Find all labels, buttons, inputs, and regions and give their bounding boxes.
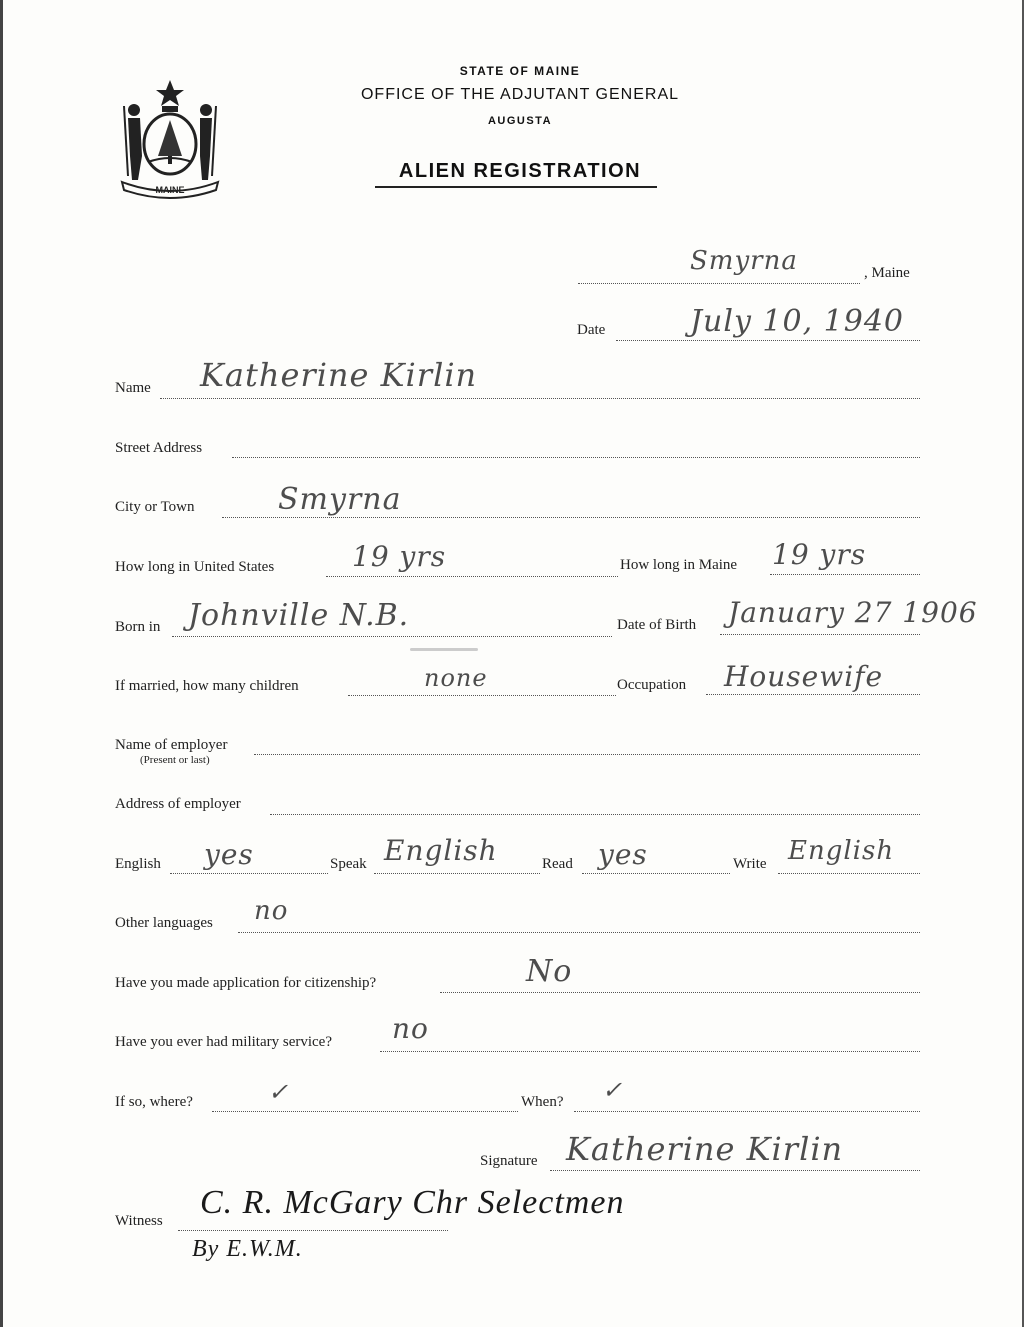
city-town-label: City or Town bbox=[115, 499, 195, 515]
name-value: Katherine Kirlin bbox=[200, 356, 478, 394]
employer-address-label: Address of employer bbox=[115, 796, 241, 812]
header-state: STATE OF MAINE bbox=[459, 64, 581, 78]
military-label: Have you ever had military service? bbox=[115, 1034, 332, 1050]
witness-by-value: By E.W.M. bbox=[192, 1236, 303, 1262]
date-of-birth-line bbox=[720, 634, 920, 635]
employer-name-line bbox=[254, 754, 920, 755]
citizenship-value: No bbox=[526, 954, 573, 989]
occupation-label: Occupation bbox=[617, 677, 687, 693]
read-label: Read bbox=[542, 856, 573, 872]
maine-label: , Maine bbox=[864, 265, 910, 281]
witness-line bbox=[178, 1230, 448, 1231]
military-value: no bbox=[392, 1012, 429, 1045]
employer-address-line bbox=[270, 814, 920, 815]
form-title: ALIEN REGISTRATION bbox=[398, 160, 642, 182]
how-long-maine-label: How long in Maine bbox=[620, 557, 738, 573]
city-town-value: Smyrna bbox=[278, 482, 402, 517]
english-value: yes bbox=[204, 838, 254, 871]
witness-value: C. R. McGary Chr Selectmen bbox=[200, 1184, 625, 1221]
other-languages-label: Other languages bbox=[115, 915, 213, 931]
maine-seal-icon bbox=[116, 76, 224, 200]
header-office: OFFICE OF THE ADJUTANT GENERAL bbox=[360, 86, 680, 103]
born-in-line bbox=[172, 636, 612, 637]
speak-value: English bbox=[384, 834, 498, 867]
how-long-us-value: 19 yrs bbox=[352, 540, 447, 573]
children-value: none bbox=[424, 664, 488, 692]
employer-name-label: Name of employer bbox=[115, 737, 228, 753]
children-line bbox=[348, 695, 616, 696]
read-value: yes bbox=[598, 838, 648, 871]
how-long-us-line bbox=[326, 576, 618, 577]
english-label: English bbox=[115, 856, 161, 872]
english-line bbox=[170, 873, 328, 874]
signature-line bbox=[550, 1170, 920, 1171]
svg-text:MAINE: MAINE bbox=[155, 185, 185, 195]
speak-line bbox=[374, 873, 540, 874]
date-value: July 10, 1940 bbox=[690, 304, 905, 339]
where-label: If so, where? bbox=[115, 1094, 193, 1110]
employer-note: (Present or last) bbox=[140, 754, 210, 766]
street-address-label: Street Address bbox=[115, 440, 203, 456]
signature-value: Katherine Kirlin bbox=[566, 1130, 844, 1168]
when-line bbox=[574, 1111, 920, 1112]
citizenship-line bbox=[440, 992, 920, 993]
where-line bbox=[212, 1111, 518, 1112]
scan-border-left bbox=[0, 0, 3, 1327]
date-label: Date bbox=[577, 322, 606, 338]
date-of-birth-label: Date of Birth bbox=[617, 617, 697, 633]
smudge-mark bbox=[410, 648, 478, 651]
town-line bbox=[578, 283, 860, 284]
when-value: ✓ bbox=[602, 1076, 624, 1104]
name-line bbox=[160, 398, 920, 399]
speak-label: Speak bbox=[330, 856, 367, 872]
city-town-line bbox=[222, 517, 920, 518]
title-underline bbox=[375, 186, 657, 188]
when-label: When? bbox=[521, 1094, 564, 1110]
signature-label: Signature bbox=[480, 1153, 538, 1169]
how-long-us-label: How long in United States bbox=[115, 559, 275, 575]
how-long-maine-line bbox=[770, 574, 920, 575]
town-value: Smyrna bbox=[690, 246, 798, 276]
other-languages-line bbox=[238, 932, 920, 933]
write-label: Write bbox=[733, 856, 767, 872]
read-line bbox=[582, 873, 730, 874]
military-line bbox=[380, 1051, 920, 1052]
name-label: Name bbox=[115, 380, 151, 396]
how-long-maine-value: 19 yrs bbox=[772, 538, 867, 571]
where-value: ✓ bbox=[268, 1078, 290, 1106]
occupation-value: Housewife bbox=[724, 660, 884, 693]
write-value: English bbox=[788, 836, 895, 866]
occupation-line bbox=[706, 694, 920, 695]
citizenship-label: Have you made application for citizenship? bbox=[115, 975, 377, 991]
children-label: If married, how many children bbox=[115, 678, 299, 694]
witness-label: Witness bbox=[115, 1213, 163, 1229]
street-address-line bbox=[232, 457, 920, 458]
born-in-label: Born in bbox=[115, 619, 161, 635]
header-city: AUGUSTA bbox=[487, 115, 553, 127]
date-of-birth-value: January 27 1906 bbox=[728, 596, 978, 629]
other-languages-value: no bbox=[254, 896, 289, 926]
write-line bbox=[778, 873, 920, 874]
born-in-value: Johnville N.B. bbox=[188, 598, 410, 633]
date-line bbox=[616, 340, 920, 341]
